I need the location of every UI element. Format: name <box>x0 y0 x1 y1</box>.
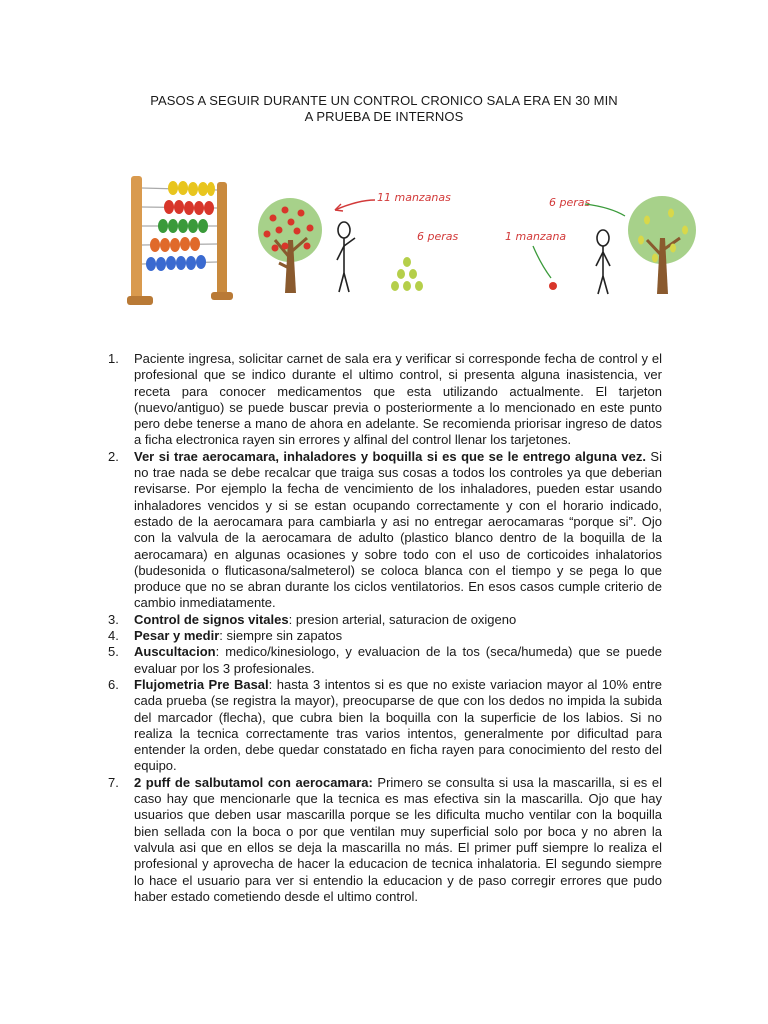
list-item <box>104 449 662 612</box>
list-item-number: 6. <box>108 676 119 692</box>
list-item-heading: 2 puff de salbutamol con aerocamara: <box>134 774 373 790</box>
list-item-heading: Pesar y medir <box>134 628 220 644</box>
pear-tree-icon <box>628 196 696 294</box>
illustration <box>125 168 705 308</box>
list-item-number: 3. <box>108 611 119 627</box>
abacus-icon <box>127 176 233 305</box>
person-icon <box>337 222 355 292</box>
list-item-number: 5. <box>108 644 119 660</box>
steps-list <box>104 351 662 905</box>
list-item-text: Si no trae nada se debe recalcar que traiga sus cosas a todos los controles ya que deberian revisarse. Por ejemplo la fecha de vencimiento de los inhaladores, pueden estar usando inhaladores vencidos y si se estan ocupando correctamente y con el horario indicado, estado de la aerocamara para cambiarla y asi no entregar aerocamaras “porque si”. Ojo con la valvula de la aerocamara de adulto (plastico blanco dentro de la boquilla de la aerocamara) en algunas ocasiones y sobre todo con el uso de corticoides inhalatorios (budesonida o fluticasona/salmeterol) se coloca blanca con el tiempo y se pega lo que produce que no se abran durante los ciclos ventilatorios. En esos casos cumple criterio de cambio inmediatamente. <box>134 448 662 611</box>
list-item <box>104 677 662 775</box>
list-item-heading: Auscultacion <box>134 644 216 660</box>
list-item-heading: Ver si trae aerocamara, inhaladores y boquilla si es que se le entrego alguna vez. <box>134 448 646 464</box>
label-pears-left: 6 peras <box>417 230 459 243</box>
list-item-heading: Control de signos vitales <box>134 611 289 627</box>
apple-icon <box>549 282 557 290</box>
label-apple-right: 1 manzana <box>505 230 567 243</box>
list-item-text: : presion arterial, saturacion de oxigeno <box>288 611 517 627</box>
label-apples-left: 11 manzanas <box>377 191 451 204</box>
document-title <box>0 93 768 125</box>
list-item-text: : medico/kinesiologo, y evaluacion de la tos (seca/humeda) que se puede evaluar por los 3 profesionales. <box>134 644 662 676</box>
list-item-text: Primero se consulta si usa la mascarilla, si es el caso hay que mencionarle que la tecnica es mas efectiva sin la mascarilla. Ojo que hay usuarios que deben usar mascarilla porque se les dificulta mucho ventilar con la boquilla bien sellada con la boca o por que ventilan muy superficial solo por boca y no abren la valvula asi que en ellos se deja la mascarilla no más. El primer puff siempre lo realiza el profesional y aprovecha de hacer la educacion de tecnica inhalatoria. El segundo siempre lo hace el usuario para ver si entendio la educacion y de paso corregir errores que pudo haber estado cometiendo desde el ultimo control. <box>134 774 662 904</box>
list-item-number: 1. <box>108 351 119 366</box>
arrow-icon <box>585 204 625 216</box>
list-item <box>104 644 662 677</box>
list-item-number: 2. <box>108 448 119 464</box>
person-icon <box>596 230 610 294</box>
title-line-1: PASOS A SEGUIR DURANTE UN CONTROL CRONICO SALA ERA EN 30 MIN <box>150 93 618 108</box>
list-item-text: : hasta 3 intentos si es que no existe variacion mayor al 10% entre cada prueba (se registra la mayor), preocuparse de que con los dedos no impida la subida del marcador (flecha), que cubra bien la boquilla con la superficie de los labios. Si no realiza la tecnica correctamente tras varios intentos, generalmente por dificultad para entender la orden, debe quedar constatado en ficha rayen para conocimiento del resto del equipo. <box>134 676 662 774</box>
apple-tree-icon <box>258 198 322 293</box>
list-item-number: 4. <box>108 628 119 644</box>
list-item <box>104 612 662 628</box>
list-item-number: 7. <box>108 774 119 790</box>
arrow-icon <box>335 200 375 211</box>
label-pears-right: 6 peras <box>549 196 591 209</box>
list-item-heading: Flujometria Pre Basal <box>134 676 269 692</box>
list-item-text: Paciente ingresa, solicitar carnet de sala era y verificar si corresponde fecha de control y el profesional que se indico durante el ultimo control, si presenta alguna inasistencia, ver receta para conocer medicamentos que esta utilizando actualmente. El tarjeton (nuevo/antiguo) se puede buscar previa o posteriormente a lo mencionado en este punto pero debe tenerse a mano de ahora en adelante. Se recomienda priorisar ingreso de datos a ficha electronica rayen sin errores y alfinal del control llenar los tarjetones. <box>134 351 662 448</box>
title-line-2: A PRUEBA DE INTERNOS <box>304 109 464 124</box>
list-item <box>104 775 662 905</box>
list-item <box>104 628 662 644</box>
list-item <box>104 351 662 449</box>
arrow-icon <box>533 246 551 278</box>
list-item-text: : siempre sin zapatos <box>219 628 343 644</box>
pears-icon <box>391 257 423 291</box>
